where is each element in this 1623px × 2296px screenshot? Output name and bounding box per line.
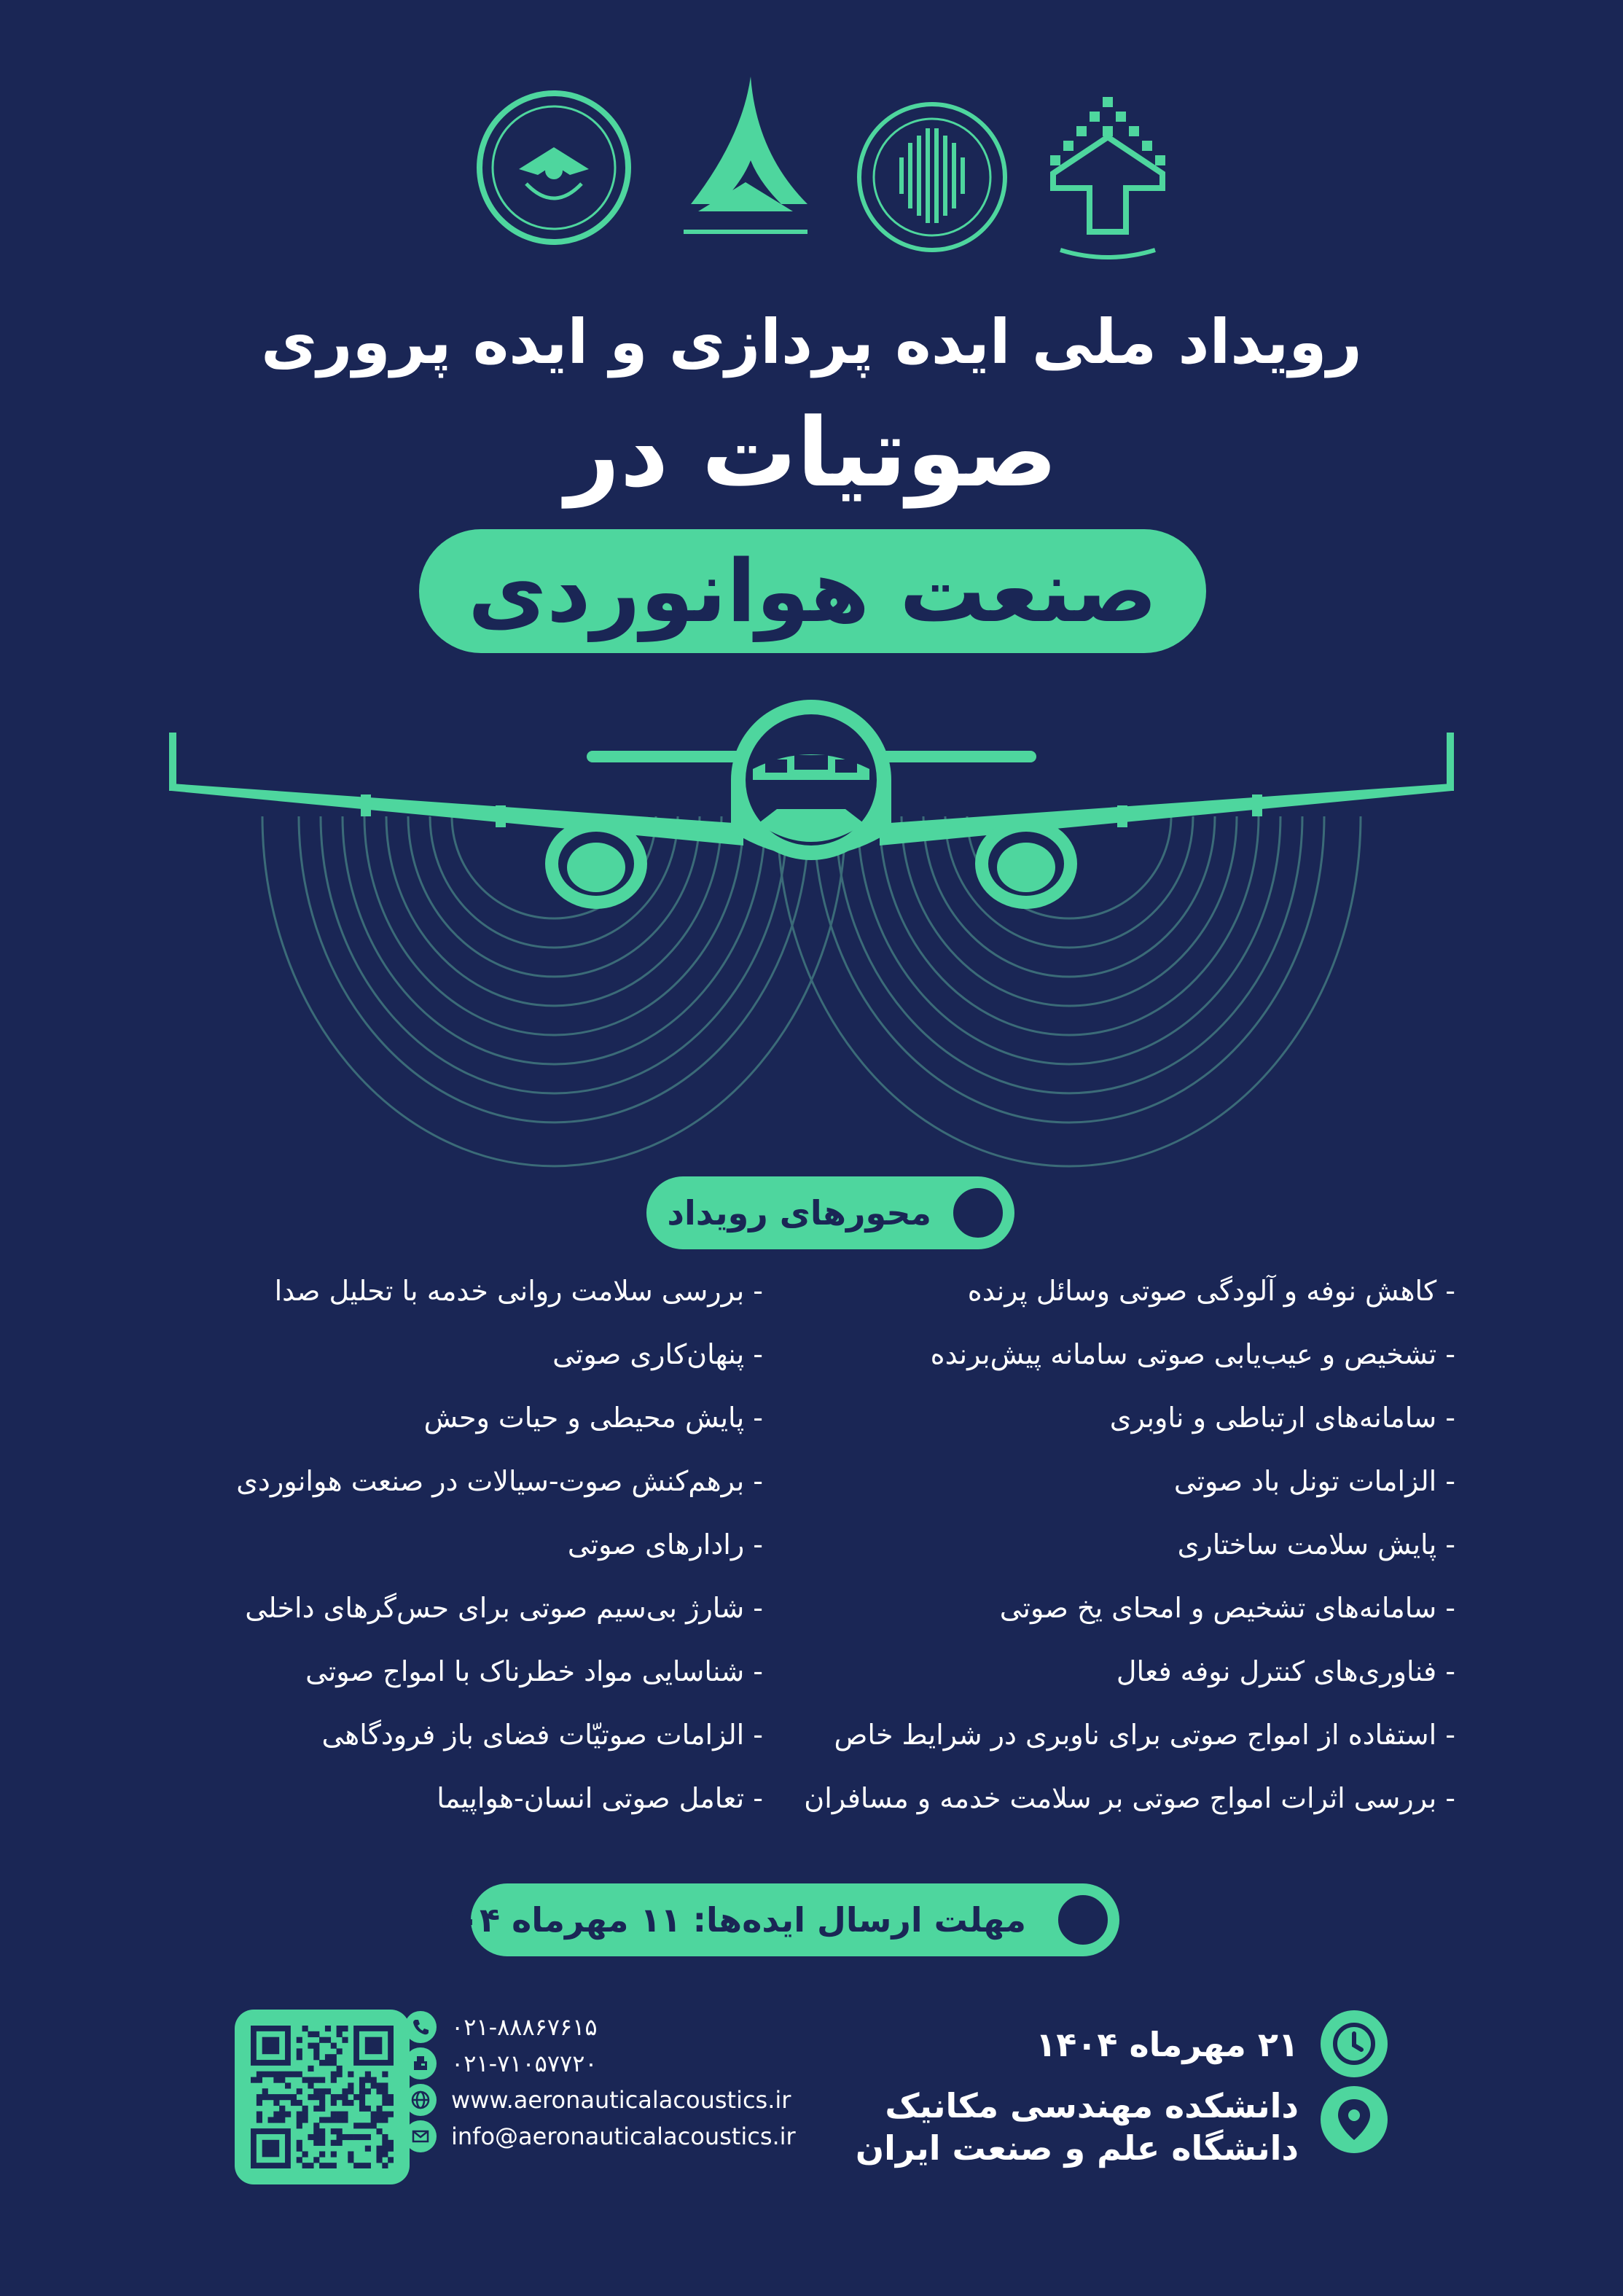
qr-module	[297, 2048, 302, 2054]
qr-module	[331, 2112, 337, 2117]
qr-module	[302, 2112, 308, 2117]
qr-module	[376, 2151, 382, 2157]
qr-module	[388, 2146, 394, 2152]
qr-module	[308, 2134, 313, 2140]
phone-number[interactable]: ۰۲۱-۸۸۸۶۷۶۱۵	[451, 2013, 598, 2041]
qr-module	[257, 2100, 262, 2106]
qr-module	[376, 2157, 382, 2163]
contact-email	[404, 2118, 796, 2155]
qr-module	[342, 2112, 348, 2117]
qr-module	[325, 2163, 331, 2168]
qr-module	[331, 2054, 337, 2060]
event-title-line3: صنعت هوانوردی	[468, 541, 1157, 641]
qr-module	[331, 2043, 337, 2049]
qr-module	[279, 2106, 285, 2112]
qr-module	[325, 2088, 331, 2094]
qr-module	[308, 2094, 313, 2100]
contact-fax	[404, 2045, 598, 2082]
qr-module	[376, 2082, 382, 2088]
qr-module	[262, 2088, 268, 2094]
qr-module	[331, 2094, 337, 2100]
qr-module	[342, 2026, 348, 2031]
sound-wave-rings	[262, 816, 1361, 1166]
location-pin-icon	[1321, 2086, 1388, 2153]
qr-module	[348, 2134, 353, 2140]
qr-module	[279, 2072, 285, 2077]
qr-module	[382, 2146, 388, 2152]
qr-module	[273, 2117, 279, 2123]
topics-heading: محورهای رویداد	[667, 1193, 931, 1233]
qr-module	[388, 2140, 394, 2146]
qr-module	[285, 2082, 291, 2088]
qr-finder	[262, 2140, 280, 2158]
qr-module	[297, 2146, 302, 2152]
qr-module	[365, 2134, 371, 2140]
qr-module	[331, 2128, 337, 2134]
qr-finder	[262, 2037, 280, 2055]
qr-module	[359, 2088, 365, 2094]
qr-module	[313, 2134, 319, 2140]
qr-module	[388, 2094, 394, 2100]
qr-module	[257, 2094, 262, 2100]
qr-module	[337, 2072, 343, 2077]
qr-module	[297, 2123, 302, 2128]
qr-module	[302, 2117, 308, 2123]
qr-module	[382, 2072, 388, 2077]
qr-module	[376, 2106, 382, 2112]
qr-module	[297, 2100, 302, 2106]
qr-module	[382, 2112, 388, 2117]
event-title-pill	[419, 529, 1206, 653]
qr-module	[302, 2163, 308, 2168]
qr-finder	[365, 2037, 383, 2055]
list-item: - پنهان‌کاری صوتی	[552, 1338, 763, 1370]
qr-module	[342, 2100, 348, 2106]
qr-module	[319, 2151, 325, 2157]
qr-module	[297, 2088, 302, 2094]
qr-module	[313, 2157, 319, 2163]
qr-module	[337, 2066, 343, 2072]
deadline-pill	[418, 1883, 1119, 1956]
qr-module	[365, 2146, 371, 2152]
qr-module	[331, 2140, 337, 2146]
list-item: - فناوری‌های کنترل نوفه فعال	[1116, 1655, 1455, 1687]
topics-list-left	[71, 1260, 763, 1830]
qr-module	[382, 2151, 388, 2157]
qr-module	[376, 2117, 382, 2123]
qr-module	[337, 2128, 343, 2134]
qr-module	[297, 2112, 302, 2117]
qr-module	[319, 2088, 325, 2094]
qr-module	[337, 2048, 343, 2054]
qr-module	[297, 2054, 302, 2060]
qr-module	[365, 2163, 371, 2168]
qr-module	[273, 2094, 279, 2100]
qr-module	[291, 2094, 297, 2100]
qr-module	[348, 2100, 353, 2106]
list-item: - الزامات صوتیّات فضای باز فرودگاهی	[321, 1719, 763, 1751]
qr-module	[371, 2112, 377, 2117]
fax-number[interactable]: ۰۲۱-۷۱۰۵۷۷۲۰	[451, 2050, 598, 2077]
airplane-illustration	[0, 700, 1623, 1181]
venue-line2: دانشگاه علم و صنعت ایران	[855, 2128, 1299, 2168]
list-item: - رادارهای صوتی	[567, 1528, 763, 1561]
qr-module	[297, 2117, 302, 2123]
event-title-line2: صوتیات در	[565, 397, 1058, 508]
qr-module	[279, 2112, 285, 2117]
qr-module	[365, 2106, 371, 2112]
qr-module	[365, 2088, 371, 2094]
qr-module	[331, 2077, 337, 2083]
qr-module	[359, 2163, 365, 2168]
qr-module	[348, 2151, 353, 2157]
qr-module	[382, 2117, 388, 2123]
qr-module	[297, 2157, 302, 2163]
qr-module	[285, 2112, 291, 2117]
qr-module	[388, 2100, 394, 2106]
qr-module	[257, 2072, 262, 2077]
qr-module	[319, 2134, 325, 2140]
acoustics-society-logo	[854, 99, 1010, 255]
qr-module	[319, 2128, 325, 2134]
qr-module	[268, 2117, 274, 2123]
qr-module	[371, 2123, 377, 2128]
venue-line1: دانشکده مهندسی مکانیک	[885, 2086, 1299, 2125]
qr-module	[388, 2157, 394, 2163]
clock-icon	[1321, 2010, 1388, 2077]
qr-module	[257, 2112, 262, 2117]
list-item: - سامانه‌های تشخیص و امحای یخ صوتی	[999, 1592, 1455, 1624]
qr-module	[348, 2082, 353, 2088]
qr-module	[285, 2072, 291, 2077]
qr-module	[257, 2077, 262, 2083]
qr-module	[308, 2043, 313, 2049]
qr-module	[319, 2106, 325, 2112]
email-link[interactable]: info@aeronauticalacoustics.ir	[451, 2123, 796, 2150]
list-item: - الزامات تونل باد صوتی	[1173, 1465, 1455, 1497]
qr-module	[313, 2106, 319, 2112]
qr-module	[371, 2077, 377, 2083]
qr-module	[268, 2094, 274, 2100]
qr-module	[325, 2054, 331, 2060]
qr-module	[273, 2112, 279, 2117]
list-item: - پایش سلامت ساختاری	[1177, 1528, 1455, 1561]
qr-module	[313, 2048, 319, 2054]
list-item: - تعامل صوتی انسان-هواپیما	[437, 1782, 763, 1814]
qr-module	[273, 2077, 279, 2083]
qr-module	[376, 2146, 382, 2152]
qr-module	[353, 2163, 359, 2168]
qr-module	[359, 2134, 365, 2140]
qr-module	[337, 2031, 343, 2037]
qr-module	[382, 2094, 388, 2100]
qr-module	[331, 2060, 337, 2066]
qr-module	[302, 2151, 308, 2157]
qr-module	[325, 2037, 331, 2043]
qr-module	[279, 2117, 285, 2123]
defense-institute-logo	[669, 73, 822, 262]
qr-module	[313, 2088, 319, 2094]
qr-module	[337, 2112, 343, 2117]
qr-module	[313, 2054, 319, 2060]
event-title-line1: رویداد ملی ایده پردازی و ایده پروری	[261, 306, 1362, 378]
list-item: - شناسایی مواد خطرناک با امواج صوتی	[305, 1655, 763, 1687]
qr-module	[382, 2082, 388, 2088]
pill-dot-icon	[950, 1185, 1006, 1241]
list-item: - بررسی سلامت روانی خدمه با تحلیل صدا	[274, 1275, 763, 1307]
qr-module	[359, 2123, 365, 2128]
qr-module	[337, 2094, 343, 2100]
qr-module	[319, 2077, 325, 2083]
qr-module	[308, 2031, 313, 2037]
list-item: - استفاده از امواج صوتی برای ناوبری در شرایط خاص	[834, 1719, 1455, 1751]
qr-module	[348, 2072, 353, 2077]
list-item: - پایش محیطی و حیات وحش	[423, 1402, 763, 1434]
qr-module	[353, 2123, 359, 2128]
qr-module	[342, 2134, 348, 2140]
qr-module	[319, 2117, 325, 2123]
qr-module	[285, 2094, 291, 2100]
qr-module	[262, 2094, 268, 2100]
qr-module	[319, 2060, 325, 2066]
qr-module	[313, 2077, 319, 2083]
qr-module	[382, 2100, 388, 2106]
qr-module	[348, 2157, 353, 2163]
air-defense-emblem	[475, 89, 633, 246]
topics-heading-pill	[646, 1176, 1014, 1249]
qr-module	[319, 2094, 325, 2100]
qr-module	[331, 2117, 337, 2123]
qr-module	[313, 2128, 319, 2134]
qr-module	[302, 2106, 308, 2112]
qr-module	[365, 2072, 371, 2077]
qr-module	[257, 2117, 262, 2123]
qr-module	[365, 2077, 371, 2083]
qr-module	[279, 2094, 285, 2100]
qr-module	[371, 2082, 377, 2088]
qr-module	[382, 2163, 388, 2168]
qr-module	[273, 2100, 279, 2106]
qr-module	[331, 2163, 337, 2168]
qr-module	[319, 2163, 325, 2168]
qr-module	[337, 2117, 343, 2123]
qr-module	[342, 2037, 348, 2043]
contact-website	[404, 2082, 791, 2118]
qr-module	[359, 2106, 365, 2112]
qr-module	[297, 2072, 302, 2077]
qr-module	[342, 2088, 348, 2094]
qr-module	[353, 2134, 359, 2140]
qr-module	[376, 2128, 382, 2134]
qr-module	[302, 2026, 308, 2031]
list-item: - بررسی اثرات امواج صوتی بر سلامت خدمه و مسافران	[804, 1782, 1455, 1814]
deadline-text: مهلت ارسال ایده‌ها: ۱۱ مهرماه ۱۴۰۴	[418, 1900, 1026, 1940]
list-item: - کاهش نوفه و آلودگی صوتی وسائل پرنده	[967, 1275, 1455, 1307]
pill-dot-icon	[1055, 1892, 1111, 1948]
qr-module	[342, 2094, 348, 2100]
qr-module	[313, 2094, 319, 2100]
qr-module	[302, 2077, 308, 2083]
list-item: - شارژ بی‌سیم صوتی برای حس‌گرهای داخلی	[245, 1592, 763, 1624]
qr-module	[262, 2072, 268, 2077]
qr-module	[331, 2151, 337, 2157]
qr-module	[268, 2072, 274, 2077]
qr-module	[325, 2026, 331, 2031]
topics-list-right	[799, 1260, 1455, 1830]
qr-module	[376, 2088, 382, 2094]
list-item: - تشخیص و عیب‌یابی صوتی سامانه پیش‌برنده	[930, 1338, 1455, 1370]
qr-module	[319, 2100, 325, 2106]
qr-module	[337, 2134, 343, 2140]
qr-module	[331, 2100, 337, 2106]
qr-module	[337, 2026, 343, 2031]
qr-module	[319, 2037, 325, 2043]
jahad-daneshgahi-logo	[1039, 93, 1177, 268]
qr-module	[313, 2140, 319, 2146]
qr-module	[388, 2112, 394, 2117]
qr-module	[376, 2112, 382, 2117]
qr-module	[291, 2100, 297, 2106]
qr-module	[251, 2077, 257, 2083]
website-link[interactable]: www.aeronauticalacoustics.ir	[451, 2086, 791, 2114]
qr-module	[325, 2060, 331, 2066]
qr-module	[382, 2140, 388, 2146]
qr-module	[359, 2094, 365, 2100]
qr-module	[273, 2072, 279, 2077]
qr-module	[308, 2077, 313, 2083]
event-date: ۲۱ مهرماه ۱۴۰۴	[1036, 2025, 1299, 2064]
qr-module	[337, 2140, 343, 2146]
qr-module	[297, 2140, 302, 2146]
qr-module	[359, 2100, 365, 2106]
qr-module	[359, 2082, 365, 2088]
qr-module	[342, 2117, 348, 2123]
qr-module	[382, 2134, 388, 2140]
qr-module	[291, 2072, 297, 2077]
qr-module	[319, 2140, 325, 2146]
qr-module	[348, 2088, 353, 2094]
qr-module	[308, 2163, 313, 2168]
qr-module	[297, 2037, 302, 2043]
list-item: - برهم‌کنش صوت-سیالات در صنعت هوانوردی	[236, 1465, 763, 1497]
qr-module	[308, 2066, 313, 2072]
qr-module	[325, 2117, 331, 2123]
qr-module	[365, 2123, 371, 2128]
qr-module	[331, 2072, 337, 2077]
qr-module	[313, 2123, 319, 2128]
qr-code[interactable]	[235, 2010, 410, 2184]
qr-module	[382, 2088, 388, 2094]
list-item: - سامانه‌های ارتباطی و ناوبری	[1109, 1402, 1455, 1434]
qr-module	[313, 2031, 319, 2037]
qr-module	[279, 2077, 285, 2083]
qr-module	[313, 2043, 319, 2049]
qr-module	[359, 2077, 365, 2083]
qr-module	[353, 2094, 359, 2100]
contact-phone	[404, 2009, 598, 2045]
qr-module	[371, 2117, 377, 2123]
qr-module	[308, 2082, 313, 2088]
